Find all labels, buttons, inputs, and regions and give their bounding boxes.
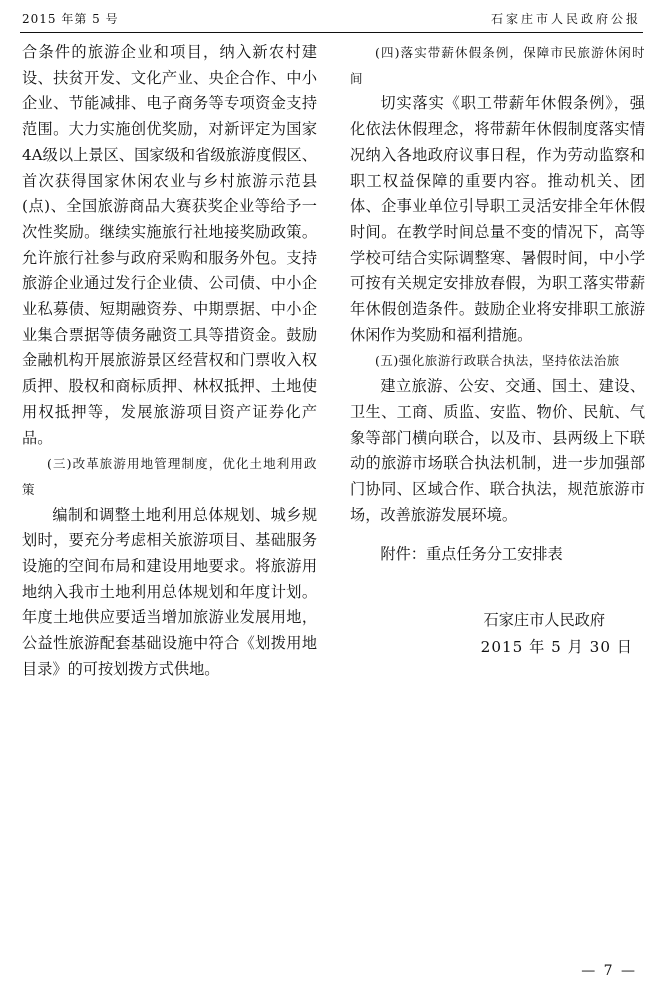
section-heading-land-use: (三)改革旅游用地管理制度，优化土地利用政策 [22,456,317,497]
paragraph-joint-enforcement: 建立旅游、公安、交通、国土、建设、卫生、工商、质监、安监、物价、民航、气象等部门横向联合，以及市、县两级上下联动的旅游市场联合执法机制，进一步加强部门协同、区域合作、联合执法，规范旅游市场，改善旅游发展环境。 [350,377,645,524]
signature-date: 2015 年 5 月 30 日 [480,638,633,656]
publication-title: 石家庄市人民政府公报 [490,12,641,26]
right-column [350,40,645,568]
paragraph-land-use: 编制和调整土地利用总体规划、城乡规划时，要充分考虑相关旅游项目、基础服务设施的空间布局和建设用地要求。将旅游用地纳入我市土地利用总体规划和年度计划。年度土地供应要适当增加旅游业发展用地，公益性旅游配套基础设施中符合《划拨用地目录》的可按划拨方式供地。 [22,505,317,678]
section-heading-paid-leave: (四)落实带薪休假条例，保障市民旅游休闲时间 [350,45,645,86]
attachment-line: 附件：重点任务分工安排表 [380,545,563,564]
issue-label: 2015 年第 5 号 [22,12,119,26]
left-column [22,40,317,683]
section-heading-joint-enforcement: (五)强化旅游行政联合执法，坚持依法治旅 [375,353,620,369]
paragraph-paid-leave: 切实落实《职工带薪年休假条例》，强化依法休假理念，将带薪年休假制度落实情况纳入各地政府议事日程，作为劳动监察和职工权益保障的重要内容。推动机关、团体、企事业单位引导职工灵活安排全年休假时间。在教学时间总量不变的情况下，高等学校可结合实际调整寒、暑假时间，中小学可按有关规定安排放春假，为职工落实带薪年休假创造条件。鼓励企业将安排职工旅游休闲作为奖励和福利措施。 [350,94,645,344]
header-divider [20,32,643,33]
page-number: — 7 — [581,963,637,979]
paragraph-funding-support: 合条件的旅游企业和项目，纳入新农村建设、扶贫开发、文化产业、央企合作、中小企业、节能减排、电子商务等专项资金支持范围。大力实施创优奖励，对新评定为国家4A级以上景区、国家级和省级旅游度假区、首次获得国家休闲农业与乡村旅游示范县(点)、全国旅游商品大赛获奖企业等给予一次性奖励。继续实施旅行社地接奖励政策。允许旅行社参与政府采购和服务外包。支持旅游企业通过发行企业债、公司债、中小企业私募债、短期融资券、中期票据、中小企业集合票据等债务融资工具等措资金。鼓励金融机构开展旅游景区经营权和门票收入权质押、股权和商标质押、林权抵押、土地使用权抵押等，发展旅游项目资产证券化产品。 [22,43,317,447]
signature-organization: 石家庄市人民政府 [483,611,605,629]
